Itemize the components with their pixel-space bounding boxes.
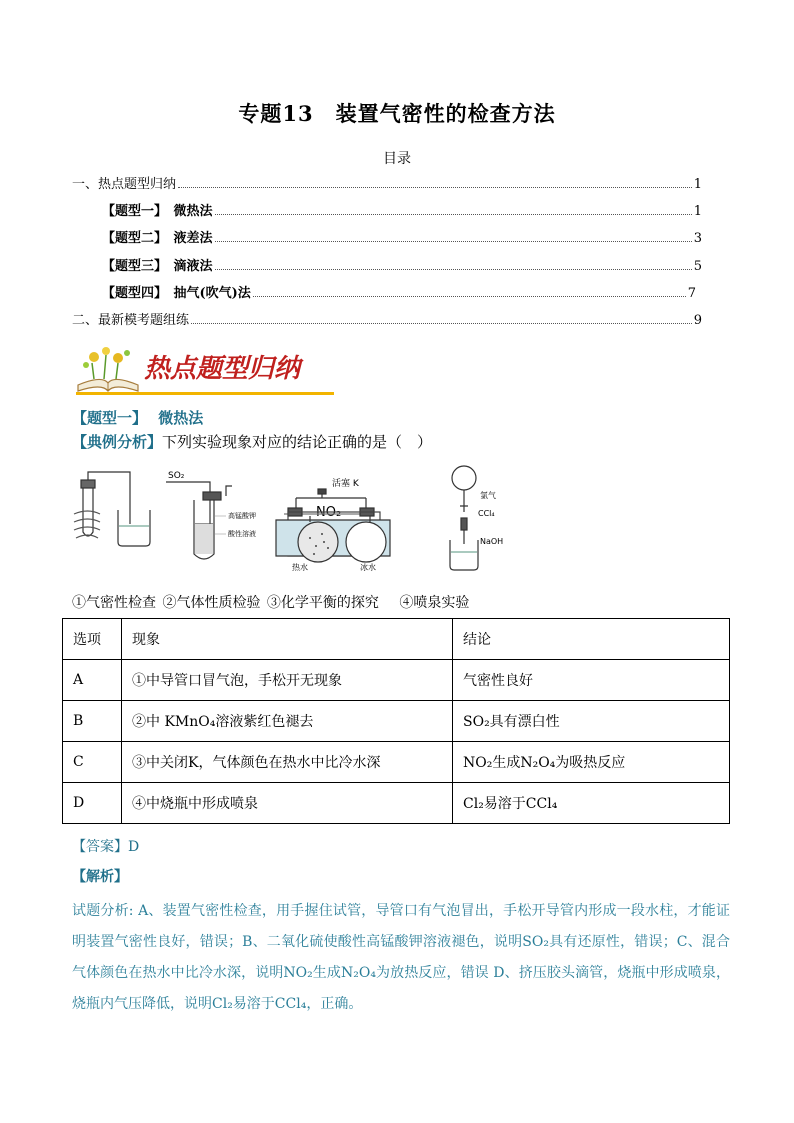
figure-caption: ①气密性检查 ②气体性质检验 ③化学平衡的探究 ④喷泉实验 [72,595,470,611]
toc-label: 二、最新模考题组练 [72,313,190,328]
table-row [63,660,730,701]
conclusion-cell: SO₂具有漂白性 [453,701,730,742]
toc-row[interactable] [102,201,702,219]
type-heading [72,407,203,428]
conclusion-cell: NO₂生成N₂O₄为吸热反应 [453,742,730,783]
svg-text:冰水: 冰水 [360,563,376,572]
toc-row[interactable] [102,283,696,301]
explanation-text: 试题分析: A、装置气密性检查，用手握住试管，导管口有气泡冒出，手松开导管内形成一段水柱，才能证明装置气密性良好，错误；B、二氧化硫使酸性高锰酸钾溶液褪色，说明SO₂具有还原性，错误；C、混合气体颜色在热水中比冷水深，说明NO₂生成N₂O₄为放热反应，错误 D、挤压胶头滴管，烧瓶中形成喷泉，烧瓶内气压降低，说明Cl₂易溶于CCl₄，正确。 [72,903,730,1012]
svg-text:SO₂: SO₂ [168,471,185,481]
svg-text:CCl₄: CCl₄ [478,509,495,518]
svg-text:NaOH: NaOH [480,537,504,546]
toc-heading: 目录 [383,151,411,167]
explanation-title: 【解析】 [72,869,128,885]
toc-row[interactable] [102,256,702,274]
toc-row[interactable] [72,174,702,192]
toc-label: 【题型三】 滴液法 [102,259,213,274]
typical-analysis [72,431,432,452]
option-cell: B [63,701,122,742]
apparatus-1 [74,472,150,546]
toc-label: 【题型四】 抽气(吹气)法 [102,286,251,301]
toc-label: 一、热点题型归纳 [72,177,177,192]
phenomenon-cell: ③中关闭K，气体颜色在热水中比冷水深 [122,742,453,783]
table-header: 结论 [453,619,730,660]
question-text: 下列实验现象对应的结论正确的是（ ） [162,433,433,451]
toc-page: 1 [693,177,702,192]
banner-title: 热点题型归纳 [144,354,301,384]
svg-text:热水: 热水 [292,563,308,572]
option-cell: D [63,783,122,824]
phenomenon-cell: ②中 KMnO₄溶液紫红色褪去 [122,701,453,742]
toc-page: 9 [693,313,702,328]
option-cell: C [63,742,122,783]
toc-page: 7 [687,286,696,301]
table-row [63,701,730,742]
toc-label: 【题型一】 微热法 [102,204,213,219]
type-name: 微热法 [158,409,204,427]
table-header-row [63,619,730,660]
option-cell: A [63,660,122,701]
typical-tag: 【典例分析】 [72,433,163,451]
flower-decoration [83,347,130,379]
apparatus-2 [166,471,256,559]
svg-text:高锰酸钾: 高锰酸钾 [228,512,256,520]
toc-label: 【题型二】 液差法 [102,231,213,246]
svg-text:活塞 K: 活塞 K [332,479,359,489]
conclusion-cell: Cl₂易溶于CCl₄ [453,783,730,824]
book-flower-icon [72,345,334,397]
toc-row[interactable] [102,228,702,246]
page-title: 专题13 装置气密性的检查方法 [238,101,556,126]
svg-text:酸性溶液: 酸性溶液 [228,530,256,538]
answer-table [62,618,730,824]
experiment-figure [70,462,530,574]
toc-page: 5 [693,259,702,274]
toc-page: 3 [693,231,702,246]
type-label: 【题型一】 [72,409,148,427]
table-header: 现象 [122,619,453,660]
table-header: 选项 [63,619,122,660]
table-row [63,783,730,824]
toc-page: 1 [693,204,702,219]
answer-text: 【答案】D [72,839,140,855]
toc-row[interactable] [72,310,702,328]
conclusion-cell: 气密性良好 [453,660,730,701]
phenomenon-cell: ①中导管口冒气泡，手松开无现象 [122,660,453,701]
apparatus-4 [450,466,503,570]
section-banner [72,345,334,397]
apparatus-3 [276,477,390,572]
table-row [63,742,730,783]
svg-text:氯气: 氯气 [480,491,496,500]
phenomenon-cell: ④中烧瓶中形成喷泉 [122,783,453,824]
svg-text:NO₂: NO₂ [316,505,342,520]
